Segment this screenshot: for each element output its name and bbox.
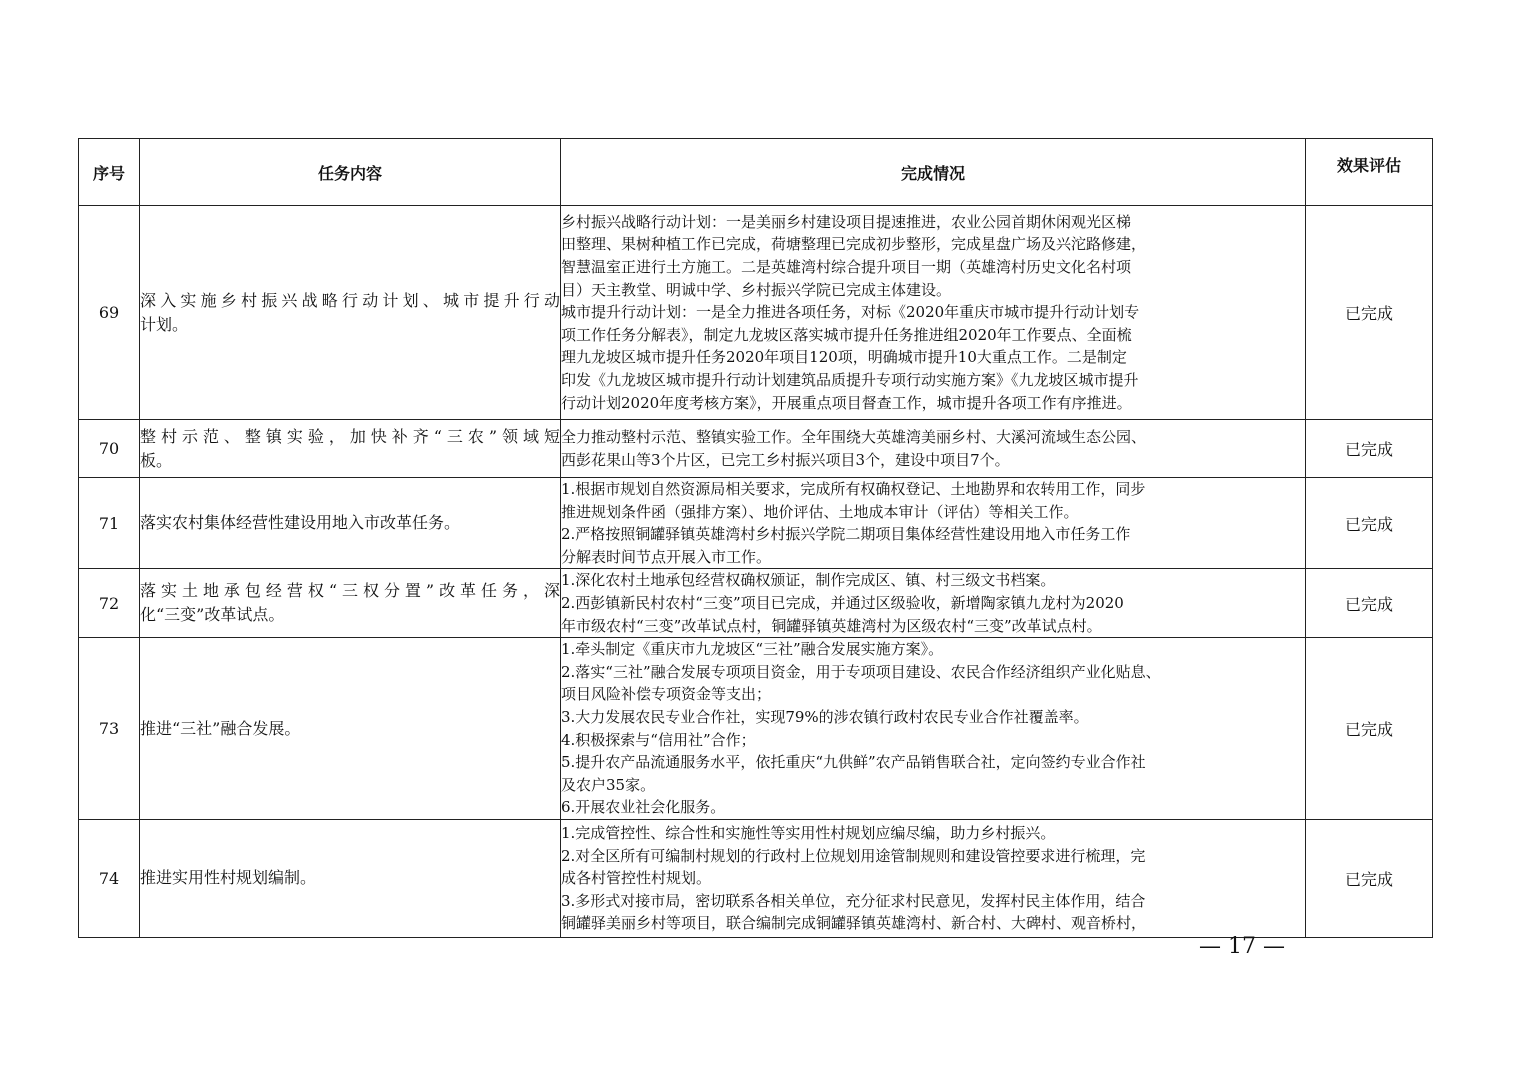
- status-line: 及农户35家。: [561, 775, 656, 794]
- status-line: 项目风险补偿专项资金等支出；: [561, 685, 772, 704]
- table-body: [79, 206, 1433, 938]
- task-line: 板。: [140, 450, 173, 470]
- table-row: [79, 206, 1433, 420]
- evaluation-result: 已完成: [1306, 420, 1433, 478]
- evaluation-result: 已完成: [1306, 638, 1433, 820]
- status-line: 理九龙坡区城市提升任务2020年项目120项，明确城市提升10大重点工作。二是制定: [561, 348, 1127, 367]
- status-line: 铜罐驿美丽乡村等项目，联合编制完成铜罐驿镇英雄湾村、新合村、大碑村、观音桥村，: [561, 914, 1147, 933]
- task-line: 推进实用性村规划编制。: [140, 868, 317, 888]
- status-line: 分解表时间节点开展入市工作。: [561, 547, 772, 566]
- status-line: 3.大力发展农民专业合作社，实现79%的涉农镇行政村农民专业合作社覆盖率。: [561, 707, 1089, 726]
- task-content: [140, 478, 561, 569]
- completion-status: [561, 638, 1306, 820]
- task-line: 落实农村集体经营性建设用地入市改革任务。: [140, 513, 461, 533]
- task-line: 推进“三社”融合发展。: [140, 718, 301, 738]
- status-line: 项工作任务分解表》，制定九龙坡区落实城市提升任务推进组2020年工作要点、全面梳: [561, 325, 1132, 344]
- task-line: 整村示范、整镇实验，加快补齐“三农”领域短: [140, 426, 560, 446]
- evaluation-result: 已完成: [1306, 478, 1433, 569]
- task-line: 计划。: [140, 314, 189, 334]
- task-content: [140, 638, 561, 820]
- header-task: 任务内容: [140, 139, 561, 206]
- row-number: 73: [79, 638, 140, 820]
- status-line: 6.开展农业社会化服务。: [561, 798, 726, 817]
- task-line: 落实土地承包经营权“三权分置”改革任务，深: [140, 581, 560, 601]
- evaluation-result: 已完成: [1306, 569, 1433, 638]
- header-evaluation: 效果评估: [1306, 139, 1433, 206]
- status-line: 1.牵头制定《重庆市九龙坡区“三社”融合发展实施方案》。: [561, 640, 944, 659]
- completion-status: [561, 206, 1306, 420]
- row-number: 72: [79, 569, 140, 638]
- status-line: 城市提升行动计划：一是全力推进各项任务，对标《2020年重庆市城市提升行动计划专: [561, 303, 1140, 322]
- status-line: 5.提升农产品流通服务水平，依托重庆“九供鲜”农产品销售联合社，定向签约专业合作社: [561, 753, 1146, 772]
- task-content: [140, 206, 561, 420]
- table-header-row: [79, 139, 1433, 206]
- status-line: 1.深化农村土地承包经营权确权颁证，制作完成区、镇、村三级文书档案。: [561, 571, 1056, 590]
- status-line: 行动计划2020年度考核方案》，开展重点项目督查工作，城市提升各项工作有序推进。: [561, 393, 1132, 412]
- task-line: 化“三变”改革试点。: [140, 605, 285, 625]
- status-line: 印发《九龙坡区城市提升行动计划建筑品质提升专项行动实施方案》《九龙坡区城市提升: [561, 370, 1139, 389]
- status-line: 乡村振兴战略行动计划：一是美丽乡村建设项目提速推进，农业公园首期休闲观光区梯: [561, 212, 1132, 231]
- table-row: [79, 819, 1433, 937]
- table-row: [79, 478, 1433, 569]
- status-line: 西彭花果山等3个片区，已完工乡村振兴项目3个，建设中项目7个。: [561, 450, 1010, 469]
- header-no: 序号: [79, 139, 140, 206]
- status-line: 3.多形式对接市局，密切联系各相关单位，充分征求村民意见，发挥村民主体作用，结合: [561, 891, 1146, 910]
- task-content: [140, 819, 561, 937]
- status-line: 智慧温室正进行土方施工。二是英雄湾村综合提升项目一期（英雄湾村历史文化名村项: [561, 258, 1132, 277]
- completion-status: [561, 420, 1306, 478]
- evaluation-result: 已完成: [1306, 819, 1433, 937]
- row-number: 74: [79, 819, 140, 937]
- evaluation-result: 已完成: [1306, 206, 1433, 420]
- table-row: [79, 420, 1433, 478]
- status-line: 田整理、果树种植工作已完成，荷塘整理已完成初步整形，完成星盘广场及兴沱路修建，: [561, 235, 1147, 254]
- header-status: 完成情况: [561, 139, 1306, 206]
- status-line: 成各村管控性村规划。: [561, 869, 712, 888]
- status-line: 2.西彭镇新民村农村“三变”项目已完成，并通过区级验收，新增陶家镇九龙村为2020: [561, 593, 1124, 612]
- completion-status: [561, 478, 1306, 569]
- status-line: 2.对全区所有可编制村规划的行政村上位规划用途管制规则和建设管控要求进行梳理，完: [561, 846, 1146, 865]
- status-line: 2.严格按照铜罐驿镇英雄湾村乡村振兴学院二期项目集体经营性建设用地入市任务工作: [561, 525, 1131, 544]
- status-line: 1.根据市规划自然资源局相关要求，完成所有权确权登记、土地勘界和农转用工作，同步: [561, 480, 1146, 498]
- status-line: 1.完成管控性、综合性和实施性等实用性村规划应编尽编，助力乡村振兴。: [561, 823, 1056, 842]
- status-line: 2.落实“三社”融合发展专项项目资金，用于专项项目建设、农民合作经济组织产业化贴息、: [561, 662, 1161, 681]
- page-number: — 17 —: [1199, 934, 1285, 959]
- table-row: [79, 569, 1433, 638]
- status-line: 目）天主教堂、明诚中学、乡村振兴学院已完成主体建设。: [561, 280, 952, 299]
- status-line: 年市级农村“三变”改革试点村，铜罐驿镇英雄湾村为区级农村“三变”改革试点村。: [561, 616, 1102, 635]
- task-content: [140, 569, 561, 638]
- completion-status: [561, 819, 1306, 937]
- row-number: 71: [79, 478, 140, 569]
- task-table: [78, 138, 1433, 938]
- task-line: 深入实施乡村振兴战略行动计划、城市提升行动: [140, 290, 560, 310]
- row-number: 70: [79, 420, 140, 478]
- task-content: [140, 420, 561, 478]
- status-line: 推进规划条件函（强排方案）、地价评估、土地成本审计（评估）等相关工作。: [561, 502, 1079, 521]
- completion-status: [561, 569, 1306, 638]
- status-line: 全力推动整村示范、整镇实验工作。全年围绕大英雄湾美丽乡村、大溪河流域生态公园、: [561, 427, 1147, 446]
- status-line: 4.积极探索与“信用社”合作；: [561, 730, 756, 749]
- table-row: [79, 638, 1433, 820]
- row-number: 69: [79, 206, 140, 420]
